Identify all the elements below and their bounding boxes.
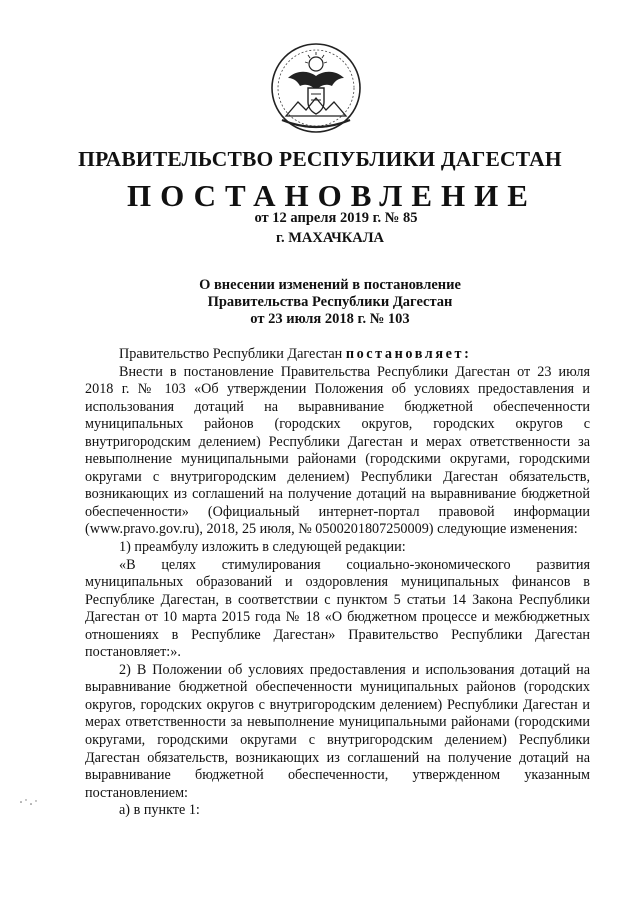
intro-text: Правительство Республики Дагестан [119, 346, 346, 362]
document-type: ПОСТАНОВЛЕНИЕ [127, 178, 537, 213]
document-city: г. МАХАЧКАЛА [276, 230, 384, 246]
intro-paragraph [85, 346, 590, 364]
paragraph-2: 1) преамбулу изложить в следующей редакции: [119, 539, 406, 556]
scan-artifact-icon [18, 796, 40, 810]
title-line-2: Правительства Республики Дагестан [207, 294, 453, 310]
document-body [85, 346, 590, 820]
intro-verb: постановляет: [345, 346, 472, 362]
paragraph-1: Внести в постановление Правительства Республики Дагестан от 23 июля 2018 г. № 103 «Об утверждении Положения об условиях предоставления и использования дотаций на выравнивание бюджетной обеспеченности муниципальных районов (городских округов, городских округов с внутригородским делением) Республики Дагестан и мерах ответственности за невыполнение муниципальными районами (городскими округами, городскими округами с внутригородским делением) Республики Дагестан обязательств, возникающих из соглашений на получение дотаций на выравнивание бюджетной обеспеченности» (Официальный интернет-портал правовой информации (www.pravo.gov.ru), 2018, 25 июля, № 0500201807250009) следующие изменения: [85, 363, 590, 538]
paragraph-4: 2) В Положении об условиях предоставления и использования дотаций на выравнивание бюджетной обеспеченности муниципальных районов (городских округов, городских округов с внутригородским делением) Республики Дагестан и мерах ответственности за невыполнение муниципальными районами (городскими округами, городскими округами с внутригородским делением) Республики Дагестан обязательств, возникающих из соглашений на получение дотаций на выравнивание бюджетной обеспеченности, утвержденном указанным постановлением: [85, 661, 590, 801]
document-date-number: от 12 апреля 2019 г. № 85 [254, 210, 418, 226]
coat-of-arms-icon [268, 40, 364, 138]
title-line-3: от 23 июля 2018 г. № 103 [250, 311, 410, 327]
paragraph-5: а) в пункте 1: [119, 802, 200, 819]
government-name: ПРАВИТЕЛЬСТВО РЕСПУБЛИКИ ДАГЕСТАН [78, 147, 562, 171]
paragraph-3: «В целях стимулирования социально-экономического развития муниципальных образований и оздоровления муниципальных финансов в Республике Дагестан, в соответствии с пунктом 5 статьи 14 Закона Республики Дагестан от 10 марта 2015 года № 18 «О бюджетном процессе и межбюджетных отношениях в Республике Дагестан» Правительство Республики Дагестан постановляет:». [85, 556, 590, 661]
title-line-1: О внесении изменений в постановление [199, 277, 461, 293]
